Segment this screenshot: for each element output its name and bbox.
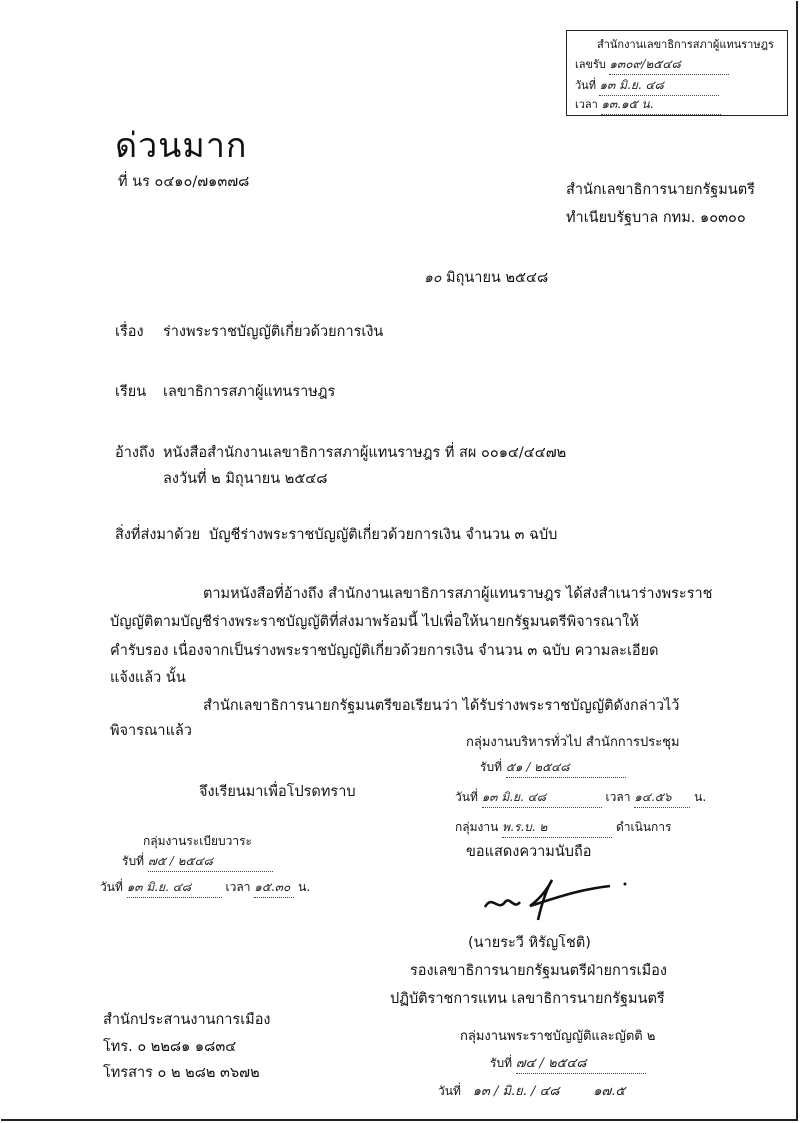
signature-image (480, 872, 630, 922)
bill-time-value: ๑๗.๕ (593, 1084, 626, 1099)
agenda-time-value: ๑๕.๓๐ (254, 878, 294, 898)
agenda-time-unit: น. (298, 880, 311, 894)
signatory-name: (นายระวี หิรัญโชติ) (468, 935, 591, 951)
sender-line-1: สำนักเลขาธิการนายกรัฐมนตรี (566, 182, 755, 198)
body-p1-line3: คำรับรอง เนื่องจากเป็นร่างพระราชบัญญัติเกี่ยวด้วยการเงิน จำนวน ๓ ฉบับ ความละเอียด (110, 643, 659, 659)
letter-date-day: ๑๐ (424, 270, 442, 286)
enclosure-label: สิ่งที่ส่งมาด้วย (115, 527, 201, 543)
agenda-stamp-recv (122, 852, 273, 872)
agenda-time-label: เวลา (225, 880, 251, 894)
signatory-title-2: ปฏิบัติราชการแทน เลขาธิการนายกรัฐมนตรี (390, 991, 665, 1007)
letter-date (424, 266, 548, 289)
reference-label: อ้างถึง (115, 445, 155, 461)
recipient-label: เรียน (115, 384, 147, 400)
meeting-handler-value: พ.ร.บ. ๒ (502, 818, 612, 838)
meeting-stamp-handler (455, 818, 672, 838)
receipt-time-label: เวลา (575, 98, 598, 111)
bill-date-value: ๑๓ / มิ.ย. / ๔๘ (472, 1084, 560, 1099)
agenda-stamp-date (100, 878, 310, 898)
reference-number: ที่ นร ๐๔๑๐/๗๑๓๗๘ (118, 174, 250, 190)
body-p2-line2: พิจารณาแล้ว (110, 723, 192, 739)
meeting-stamp-recv (480, 758, 626, 778)
receipt-date-row (575, 76, 719, 96)
enclosure: บัญชีร่างพระราชบัญญัติเกี่ยวด้วยการเงิน จำนวน ๓ ฉบับ (209, 527, 558, 543)
bill-recv-label: รับที่ (490, 1056, 512, 1070)
body-p2-line1: สำนักเลขาธิการนายกรัฐมนตรีขอเรียนว่า ได้รับร่างพระราชบัญญัติดังกล่าวไว้ (203, 698, 680, 714)
meeting-stamp-title: กลุ่มงานบริหารทั่วไป สำนักการประชุม (466, 735, 680, 750)
signatory-title-1: รองเลขาธิการนายกรัฐมนตรีฝ่ายการเมือง (410, 963, 667, 979)
recipient: เลขาธิการสภาผู้แทนราษฎร (163, 384, 336, 400)
meeting-date-label: วันที่ (455, 790, 478, 804)
meeting-handler-label: กลุ่มงาน (455, 820, 499, 834)
meeting-action-label: ดำเนินการ (616, 820, 672, 834)
closing-request: จึงเรียนมาเพื่อโปรดทราบ (199, 784, 356, 800)
closing-salutation: ขอแสดงความนับถือ (466, 844, 592, 860)
agenda-recv-value: ๗๕ / ๒๕๔๘ (148, 852, 273, 872)
body-p1-line2: บัญญัติตามบัญชีร่างพระราชบัญญัติที่ส่งมาพร้อมนี้ ไปเพื่อให้นายกรัฐมนตรีพิจารณาให้ (110, 614, 639, 630)
bill-recv-value: ๗๔ / ๒๕๔๘ (516, 1052, 646, 1074)
meeting-time-unit: น. (694, 790, 707, 804)
letter-date-month-year: มิถุนายน ๒๕๔๘ (446, 270, 549, 286)
receipt-stamp (566, 30, 788, 116)
meeting-recv-label: รับที่ (480, 760, 502, 774)
contact-fax: โทรสาร ๐ ๒ ๒๘๒ ๓๖๗๒ (103, 1065, 260, 1081)
bill-date-label: วันที่ (438, 1084, 461, 1098)
body-p1-line1: ตามหนังสือที่อ้างถึง สำนักงานเลขาธิการสภาผู้แทนราษฎร ได้ส่งสำเนาร่างพระราช (203, 586, 713, 602)
meeting-time-value: ๑๔.๕๖ (634, 788, 690, 808)
receipt-date-value: ๑๓ มิ.ย. ๔๘ (599, 76, 719, 96)
agenda-date-value: ๑๓ มิ.ย. ๔๘ (127, 878, 222, 898)
reference-line-1: หนังสือสำนักงานเลขาธิการสภาผู้แทนราษฎร ที่ สผ ๐๐๑๔/๔๔๗๒ (163, 445, 567, 461)
receipt-number-label: เลขรับ (575, 58, 606, 71)
meeting-time-label: เวลา (605, 790, 631, 804)
receipt-date-label: วันที่ (575, 79, 596, 92)
contact-office: สำนักประสานงานการเมือง (103, 1012, 271, 1028)
bill-stamp-title: กลุ่มงานพระราชบัญญัติและญัตติ ๒ (460, 1029, 656, 1044)
receipt-time-value: ๑๓.๑๕ น. (601, 95, 721, 115)
body-p1-line4: แจ้งแล้ว นั้น (110, 670, 186, 686)
receipt-office: สำนักงานเลขาธิการสภาผู้แทนราษฎร (597, 38, 774, 51)
reference-line-2: ลงวันที่ ๒ มิถุนายน ๒๕๔๘ (163, 471, 328, 487)
receipt-number-value: ๑๓๐๙/๒๕๔๘ (609, 55, 729, 75)
bill-stamp-recv (490, 1052, 646, 1074)
bill-stamp-date (438, 1080, 625, 1101)
contact-tel: โทร. ๐ ๒๒๘๑ ๑๘๓๔ (103, 1039, 237, 1055)
meeting-recv-value: ๕๑ / ๒๕๔๘ (506, 758, 626, 778)
sender-line-2: ทำเนียบรัฐบาล กทม. ๑๐๓๐๐ (566, 210, 746, 226)
urgency-label: ด่วนมาก (115, 126, 248, 166)
receipt-number-row (575, 55, 729, 75)
meeting-stamp-date (455, 788, 706, 808)
subject: ร่างพระราชบัญญัติเกี่ยวด้วยการเงิน (163, 324, 384, 340)
agenda-stamp-title: กลุ่มงานระเบียบวาระ (143, 834, 252, 848)
agenda-date-label: วันที่ (100, 880, 123, 894)
subject-label: เรื่อง (115, 324, 144, 340)
agenda-recv-label: รับที่ (122, 854, 144, 868)
receipt-time-row (575, 95, 721, 115)
meeting-date-value: ๑๓ มิ.ย. ๔๘ (482, 788, 602, 808)
